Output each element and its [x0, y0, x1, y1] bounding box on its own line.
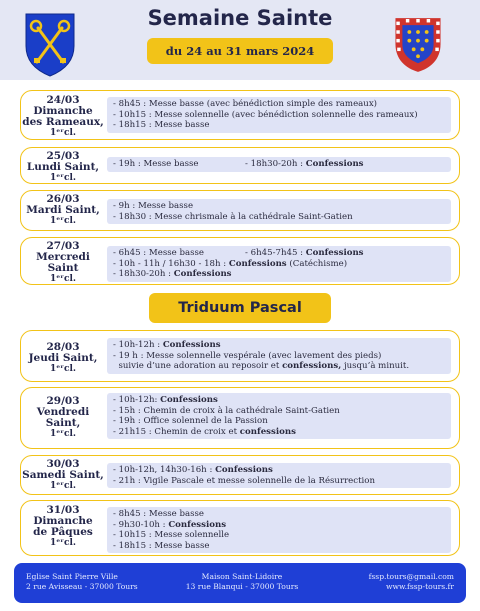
day-label	[21, 194, 105, 227]
day-date: 29/03	[46, 395, 80, 407]
schedule-line	[113, 395, 445, 406]
day-card	[20, 387, 460, 449]
day-name: Dimanche	[33, 515, 93, 527]
schedule-box	[107, 463, 451, 488]
day-name: Lundi Saint,	[26, 161, 100, 173]
day-label	[21, 342, 105, 375]
schedule-emphasis: Confessions	[228, 258, 287, 269]
day-name: Saint,	[45, 417, 81, 429]
day-grade: 1ᵉʳcl.	[49, 429, 76, 439]
page-title: Semaine Sainte	[147, 6, 333, 30]
schedule-text: - 19h : Office solennel de la Passion	[113, 416, 268, 426]
schedule-text: - 18h15 : Messe basse	[113, 540, 210, 551]
day-date: 30/03	[46, 458, 80, 470]
day-date: 27/03	[46, 240, 80, 252]
schedule-line	[113, 159, 445, 170]
schedule-text: - 18h15 : Messe basse	[113, 120, 210, 130]
schedule-box	[107, 338, 451, 374]
day-card	[20, 455, 460, 495]
schedule-line	[113, 351, 445, 362]
schedule-text: - 21h : Vigile Pascale et messe solennelle de la Résurrection	[113, 475, 375, 486]
schedule-text: - 21h15 : Chemin de croix et	[113, 426, 240, 437]
schedule-text: - 19h : Messe basse	[113, 159, 199, 169]
footer-church-name: Eglise Saint Pierre Ville	[26, 572, 118, 581]
day-card	[20, 237, 460, 285]
schedule-line	[113, 110, 445, 121]
schedule-emphasis: Confessions	[168, 519, 227, 530]
footer-email-link[interactable]: fssp.tours@gmail.com	[368, 572, 454, 581]
schedule-emphasis: Confessions	[160, 395, 218, 405]
day-label	[21, 95, 105, 139]
schedule-text: - 10h-12h:	[113, 395, 161, 405]
day-label	[21, 151, 105, 184]
day-date: 25/03	[46, 150, 80, 162]
schedule-text: - 10h-12h, 14h30-16h :	[113, 465, 216, 475]
day-grade: 1ᵉʳcl.	[49, 538, 76, 548]
schedule-line	[113, 212, 445, 223]
footer-address-church	[26, 572, 138, 592]
footer-house-street: 13 rue Blanqui - 37000 Tours	[185, 582, 299, 591]
day-grade: 1ᵉʳcl.	[49, 216, 76, 226]
schedule-box	[107, 97, 451, 133]
day-name: Mercredi Saint	[36, 251, 90, 274]
day-date: 24/03	[46, 94, 80, 106]
footer-address-house	[182, 572, 302, 592]
day-grade: 1ᵉʳcl.	[49, 364, 76, 374]
schedule-line	[113, 509, 445, 520]
schedule-box	[107, 157, 451, 172]
day-date: 28/03	[46, 341, 80, 353]
day-name: Vendredi	[36, 406, 90, 418]
schedule-line	[113, 99, 445, 110]
schedule-box	[107, 199, 451, 224]
schedule-text: - 10h-12h :	[113, 340, 163, 350]
day-card	[20, 330, 460, 382]
schedule-text: - 10h15 : Messe solennelle (avec bénédiction solennelle des rameaux)	[113, 109, 418, 120]
day-grade: 1ᵉʳcl.	[49, 173, 76, 183]
schedule-emphasis: Confessions	[162, 340, 221, 350]
footer-contact	[369, 572, 454, 592]
schedule-text: (Catéchisme)	[286, 258, 348, 269]
day-card	[20, 147, 460, 184]
schedule-text: - 18h30-20h :	[245, 159, 306, 169]
schedule-emphasis: Confessions	[173, 269, 232, 279]
schedule-line	[113, 259, 445, 270]
day-date: 31/03	[46, 504, 80, 516]
day-label	[21, 459, 105, 492]
schedule-line	[113, 416, 445, 427]
day-name: des Rameaux,	[22, 116, 104, 128]
day-name: de Pâques	[33, 526, 93, 538]
schedule-emphasis: Confessions	[215, 465, 273, 475]
schedule-box	[107, 246, 451, 282]
day-date: 26/03	[46, 193, 80, 205]
schedule-text: - 19 h : Messe solennelle vespérale (avec lavement des pieds)	[113, 350, 382, 361]
schedule-text: - 8h45 : Messe basse	[113, 509, 204, 519]
day-card	[20, 500, 460, 556]
schedule-text: - 6h45 : Messe basse	[113, 248, 204, 258]
schedule-text: - 15h : Chemin de croix à la cathédrale Saint-Gatien	[113, 405, 340, 416]
schedule-text: - 18h30 : Messe chrismale à la cathédrale Saint-Gatien	[113, 211, 353, 222]
day-grade: 1ᵉʳcl.	[49, 274, 76, 284]
day-grade: 1ᵉʳcl.	[49, 481, 76, 491]
schedule-text: - 6h45-7h45 :	[245, 248, 306, 258]
schedule-text: - 9h : Messe basse	[113, 201, 194, 211]
day-label	[21, 241, 105, 285]
footer-house-name: Maison Saint-Lidoire	[201, 572, 283, 581]
schedule-emphasis: confessions	[239, 426, 296, 437]
schedule-line	[113, 406, 445, 417]
schedule-line	[113, 427, 445, 438]
schedule-emphasis: confessions,	[282, 361, 342, 371]
schedule-line	[113, 541, 445, 552]
footer-bar	[14, 563, 466, 603]
day-name: Jeudi Saint,	[28, 352, 98, 364]
footer-church-street: 2 rue Avisseau - 37000 Tours	[26, 582, 138, 591]
schedule-line	[113, 476, 445, 487]
triduum-heading: Triduum Pascal	[149, 293, 331, 323]
day-card	[20, 90, 460, 140]
date-range-badge: du 24 au 31 mars 2024	[147, 38, 333, 64]
schedule-line	[113, 530, 445, 541]
schedule-text: - 18h30-20h :	[113, 269, 174, 279]
schedule-line	[113, 248, 445, 259]
day-name: Mardi Saint,	[26, 204, 100, 216]
day-name: Samedi Saint,	[22, 469, 104, 481]
day-label	[21, 505, 105, 549]
footer-website-link[interactable]: www.fssp-tours.fr	[386, 582, 454, 591]
schedule-line	[113, 269, 445, 280]
schedule-line	[113, 465, 445, 476]
day-grade: 1ᵉʳcl.	[49, 128, 76, 138]
schedule-line	[113, 361, 445, 372]
schedule-text: - 9h30-10h :	[113, 519, 169, 530]
schedule-text: - 8h45 : Messe basse (avec bénédiction simple des rameaux)	[113, 99, 378, 109]
schedule-line	[113, 201, 445, 212]
day-card	[20, 190, 460, 231]
day-name: Dimanche	[33, 105, 93, 117]
schedule-emphasis: Confessions	[305, 248, 364, 258]
schedule-box	[107, 507, 451, 553]
schedule-emphasis: Confessions	[305, 159, 364, 169]
schedule-line	[113, 520, 445, 531]
schedule-text: - 10h15 : Messe solennelle	[113, 530, 230, 540]
schedule-box	[107, 393, 451, 439]
day-label	[21, 396, 105, 440]
schedule-text: jusqu’à minuit.	[341, 361, 410, 371]
schedule-text: - 10h - 11h / 16h30 - 18h :	[113, 258, 229, 269]
schedule-line	[113, 120, 445, 131]
schedule-line	[113, 340, 445, 351]
schedule-text: suivie d’une adoration au reposoir et	[113, 361, 283, 371]
